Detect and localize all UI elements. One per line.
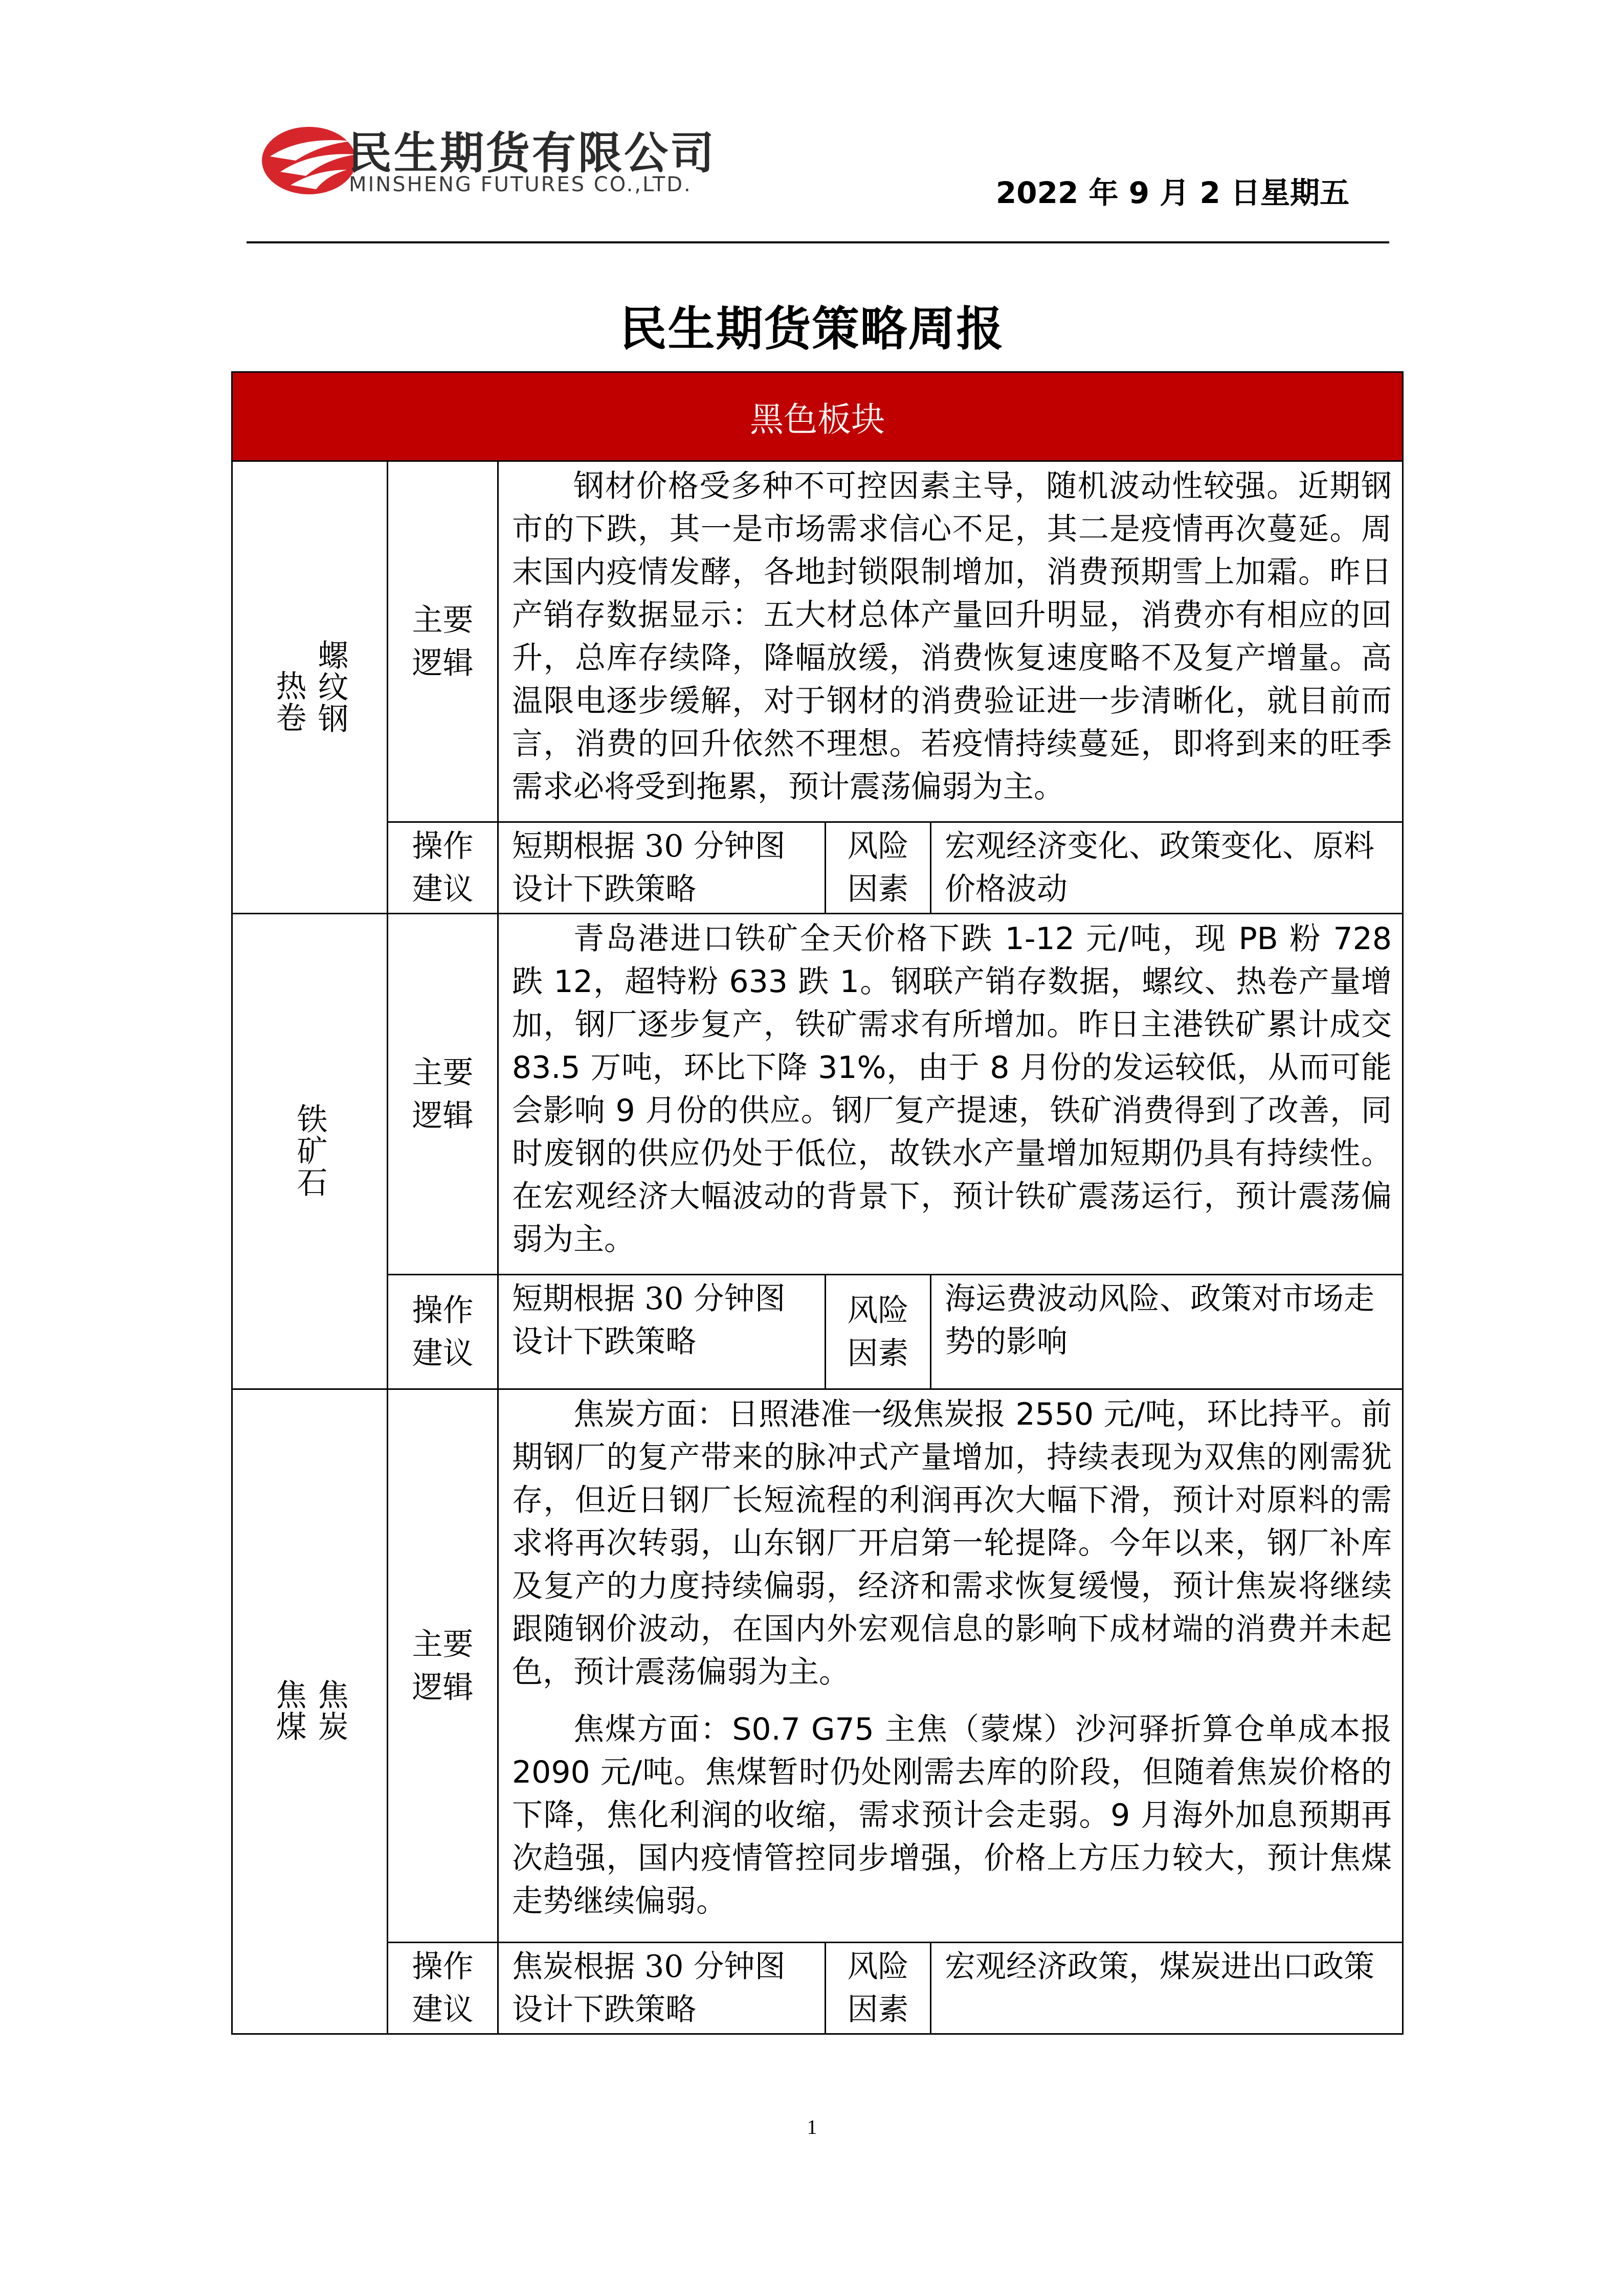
table-row	[232, 914, 1403, 1275]
logic-paragraph: 焦炭方面：日照港准一级焦炭报 2550 元/吨，环比持平。前期钢厂的复产带来的脉冲式产量增加，持续表现为双焦的刚需犹存，但近日钢厂长短流程的利润再次大幅下滑，预计对原料的需求将再次转弱，山东钢厂开启第一轮提降。今年以来，钢厂补库及复产的力度持续偏弱，经济和需求恢复缓慢，预计焦炭将继续跟随钢价波动，在国内外宏观信息的影响下成材端的消费并未起色，预计震荡偏弱为主。	[512, 1397, 1392, 1690]
risk-text: 海运费波动风险、政策对市场走势的影响	[931, 1275, 1403, 1389]
sector-header-row	[232, 372, 1403, 461]
product-name: 铁矿石	[292, 1102, 328, 1198]
table-row	[232, 822, 1403, 914]
logic-paragraph: 青岛港进口铁矿全天价格下跌 1-12 元/吨，现 PB 粉 728 跌 12，超特粉 633 跌 1。钢联产销存数据，螺纹、热卷产量增加，钢厂逐步复产，铁矿需求有所增加。昨日主港铁矿累计成交 83.5 万吨，环比下降 31%，由于 8 月份的发运较低，从而可能会影响 9 月份的供应。钢厂复产提速，铁矿消费得到了改善，同时废钢的供应仍处于低位，故铁水产量增加短期仍具有持续性。在宏观经济大幅波动的背景下，预计铁矿震荡运行，预计震荡偏弱为主。	[512, 921, 1392, 1257]
risk-text: 宏观经济政策，煤炭进出口政策	[931, 1943, 1403, 2034]
product-name-cell	[232, 461, 388, 914]
report-title: 民生期货策略周报	[619, 302, 1005, 356]
sector-title: 黑色板块	[232, 372, 1403, 461]
company-logo	[260, 121, 362, 197]
table-row	[232, 1943, 1403, 2034]
product-name: 焦煤	[271, 1679, 307, 1742]
risk-label: 风险 因素	[826, 1943, 931, 2034]
company-name-cn: 民生期货有限公司	[348, 128, 716, 179]
main-logic-text	[498, 914, 1403, 1275]
operation-label: 操作 建议	[388, 822, 498, 914]
table-row	[232, 1389, 1403, 1943]
logic-paragraph: 钢材价格受多种不可控因素主导，随机波动性较强。近期钢市的下跌，其一是市场需求信心不足，其二是疫情再次蔓延。周末国内疫情发酵，各地封锁限制增加，消费预期雪上加霜。昨日产销存数据显示：五大材总体产量回升明显，消费亦有相应的回升，总库存续降，降幅放缓，消费恢复速度略不及复产增量。高温限电逐步缓解，对于钢材的消费验证进一步清晰化，就目前而言，消费的回升依然不理想。若疫情持续蔓延，即将到来的旺季需求必将受到拖累，预计震荡偏弱为主。	[512, 468, 1392, 805]
main-logic-label: 主要 逻辑	[388, 1389, 498, 1943]
strategy-table	[231, 371, 1404, 2035]
operation-text: 短期根据 30 分钟图设计下跌策略	[498, 1275, 826, 1389]
operation-label: 操作 建议	[388, 1275, 498, 1389]
table-row	[232, 461, 1403, 822]
header-divider	[247, 241, 1389, 243]
operation-text: 焦炭根据 30 分钟图设计下跌策略	[498, 1943, 826, 2034]
table-row	[232, 1275, 1403, 1389]
main-logic-text	[498, 461, 1403, 822]
product-name: 螺纹钢	[313, 639, 349, 734]
operation-label: 操作 建议	[388, 1943, 498, 2034]
risk-label: 风险 因素	[826, 1275, 931, 1389]
main-logic-label: 主要 逻辑	[388, 914, 498, 1275]
main-logic-text	[498, 1389, 1403, 1943]
report-date: 2022 年 9 月 2 日星期五	[995, 175, 1349, 210]
company-name-en: MINSHENG FUTURES CO.,LTD.	[349, 173, 692, 196]
risk-label: 风险 因素	[826, 822, 931, 914]
product-name: 焦炭	[313, 1679, 349, 1742]
risk-text: 宏观经济变化、政策变化、原料价格波动	[931, 822, 1403, 914]
main-logic-label: 主要 逻辑	[388, 461, 498, 822]
product-name-cell	[232, 914, 388, 1389]
logic-paragraph: 焦煤方面：S0.7 G75 主焦（蒙煤）沙河驿折算仓单成本报 2090 元/吨。焦煤暂时仍处刚需去库的阶段，但随着焦炭价格的下降，焦化利润的收缩，需求预计会走弱。9 月海外加息预期再次趋强，国内疫情管控同步增强，价格上方压力较大，预计焦煤走势继续偏弱。	[512, 1712, 1392, 1919]
product-name-cell	[232, 1389, 388, 2034]
page-number: 1	[807, 2115, 817, 2139]
operation-text: 短期根据 30 分钟图设计下跌策略	[498, 822, 826, 914]
product-name: 热卷	[271, 670, 307, 733]
